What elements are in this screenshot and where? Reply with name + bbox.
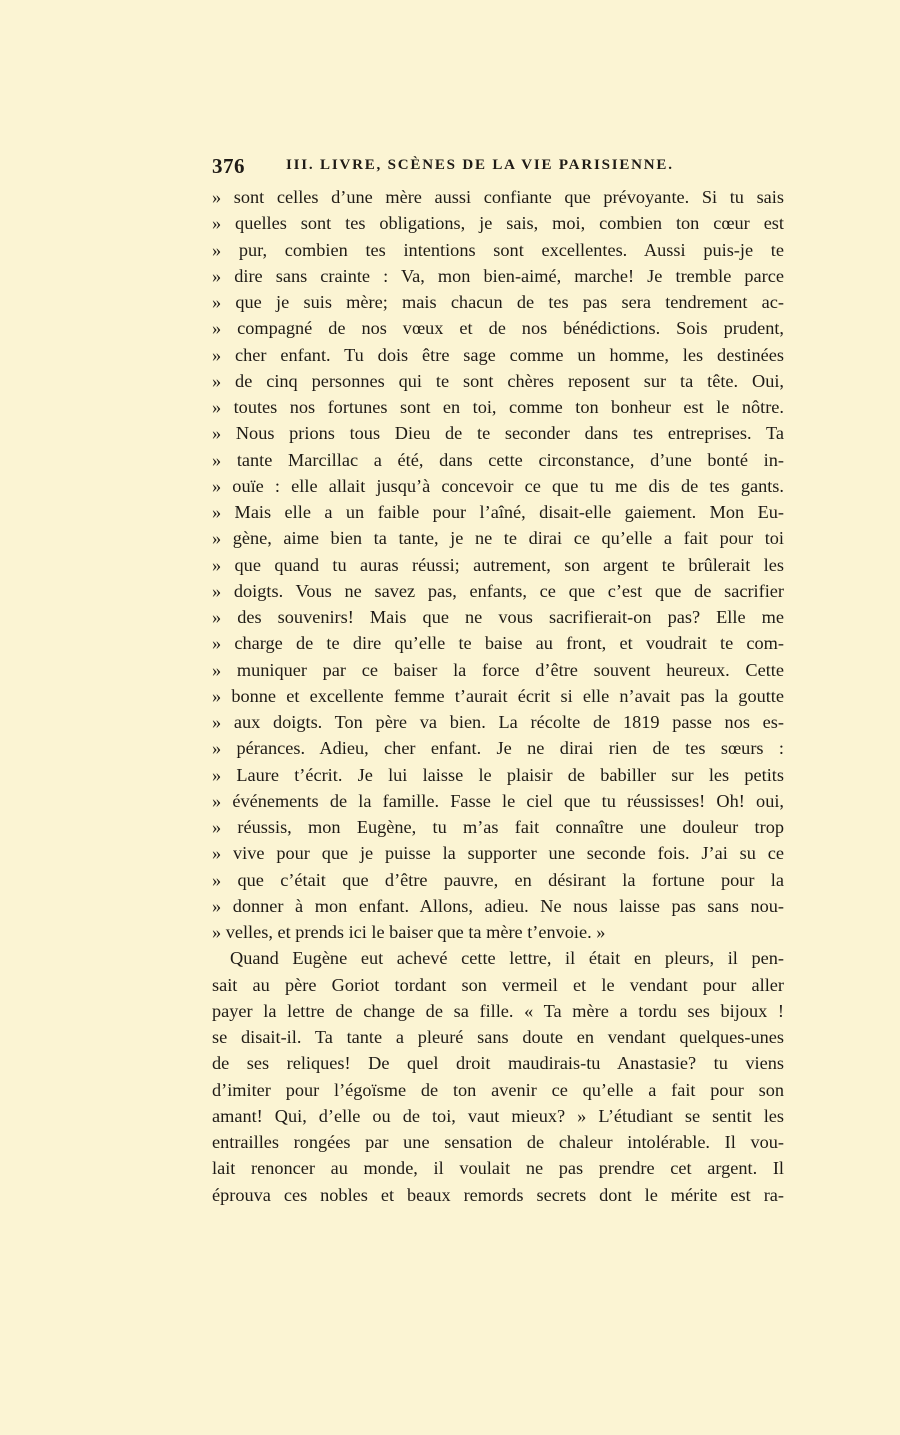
- text-line: » Mais elle a un faible pour l’aîné, disait-elle gaiement. Mon Eu-: [212, 502, 784, 522]
- text-line: » doigts. Vous ne savez pas, enfants, ce que c’est que de sacrifier: [212, 580, 784, 601]
- text-line: » de cinq personnes qui te sont chères reposent sur ta tête. Oui,: [212, 370, 784, 391]
- text-line: » événements de la famille. Fasse le ciel que tu réussisses! Oh! oui,: [212, 790, 784, 811]
- text-line: éprouva ces nobles et beaux remords secrets dont le mérite est ra-: [212, 1184, 784, 1205]
- running-head: III. LIVRE, SCÈNES DE LA VIE PARISIENNE.: [286, 157, 674, 173]
- text-line: lait renoncer au monde, il voulait ne pas prendre cet argent. Il: [212, 1158, 784, 1179]
- page-header: [212, 154, 784, 184]
- text-line: Quand Eugène eut achevé cette lettre, il était en pleurs, il pen-: [230, 948, 784, 969]
- text-line: amant! Qui, d’elle ou de toi, vaut mieux? » L’étudiant se sentit les: [212, 1105, 784, 1126]
- text-line: » réussis, mon Eugène, tu m’as fait connaître une douleur trop: [212, 817, 784, 837]
- body-text: [212, 184, 784, 1208]
- text-line: » vive pour que je puisse la supporter une seconde fois. J’ai su ce: [212, 843, 784, 864]
- text-line: » que quand tu auras réussi; autrement, son argent te brûlerait les: [212, 554, 784, 575]
- text-line: » pur, combien tes intentions sont excellentes. Aussi puis-je te: [212, 239, 784, 260]
- text-line: » tante Marcillac a été, dans cette circonstance, d’une bonté in-: [212, 449, 784, 470]
- text-line: » gène, aime bien ta tante, je ne te dirai ce qu’elle a fait pour toi: [212, 528, 784, 549]
- text-line: » bonne et excellente femme t’aurait écrit si elle n’avait pas la goutte: [212, 685, 784, 706]
- text-line: » dire sans crainte : Va, mon bien-aimé, marche! Je tremble parce: [212, 265, 784, 286]
- text-line: d’imiter pour l’égoïsme de ton avenir ce qu’elle a fait pour son: [212, 1079, 784, 1100]
- text-line: » pérances. Adieu, cher enfant. Je ne dirai rien de tes sœurs :: [212, 738, 784, 759]
- text-line: » des souvenirs! Mais que ne vous sacrifierait-on pas? Elle me: [212, 607, 784, 627]
- text-line: » que je suis mère; mais chacun de tes pas sera tendrement ac-: [212, 292, 784, 312]
- text-line: » quelles sont tes obligations, je sais, moi, combien ton cœur est: [212, 213, 784, 234]
- text-line: sait au père Goriot tordant son vermeil et le vendant pour aller: [212, 974, 784, 995]
- text-line: entrailles rongées par une sensation de chaleur intolérable. Il vou-: [212, 1132, 784, 1152]
- text-line: » charge de te dire qu’elle te baise au front, et voudrait te com-: [212, 633, 784, 654]
- text-line: se disait-il. Ta tante a pleuré sans doute en vendant quelques-unes: [212, 1027, 784, 1047]
- text-line: payer la lettre de change de sa fille. « Ta mère a tordu ses bijoux !: [212, 1000, 784, 1021]
- text-line: » sont celles d’une mère aussi confiante que prévoyante. Si tu sais: [212, 187, 784, 207]
- text-line: » aux doigts. Ton père va bien. La récolte de 1819 passe nos es-: [212, 712, 784, 732]
- text-line: » velles, et prends ici le baiser que ta mère t’envoie. »: [212, 922, 606, 942]
- text-line: » muniquer par ce baiser la force d’être souvent heureux. Cette: [212, 659, 784, 680]
- page-number: 376: [212, 154, 245, 178]
- text-line: de ses reliques! De quel droit maudirais-tu Anastasie? tu viens: [212, 1053, 784, 1074]
- text-line: » donner à mon enfant. Allons, adieu. Ne nous laisse pas sans nou-: [212, 895, 784, 916]
- text-line: » compagné de nos vœux et de nos bénédictions. Sois prudent,: [212, 318, 784, 339]
- text-line: » Nous prions tous Dieu de te seconder dans tes entreprises. Ta: [212, 423, 784, 444]
- text-line: » cher enfant. Tu dois être sage comme un homme, les destinées: [212, 344, 784, 365]
- text-line: » ouïe : elle allait jusqu’à concevoir ce que tu me dis de tes gants.: [212, 475, 784, 496]
- text-line: » toutes nos fortunes sont en toi, comme ton bonheur est le nôtre.: [212, 397, 784, 417]
- text-line: » que c’était que d’être pauvre, en désirant la fortune pour la: [212, 869, 784, 890]
- text-line: » Laure t’écrit. Je lui laisse le plaisir de babiller sur les petits: [212, 764, 784, 785]
